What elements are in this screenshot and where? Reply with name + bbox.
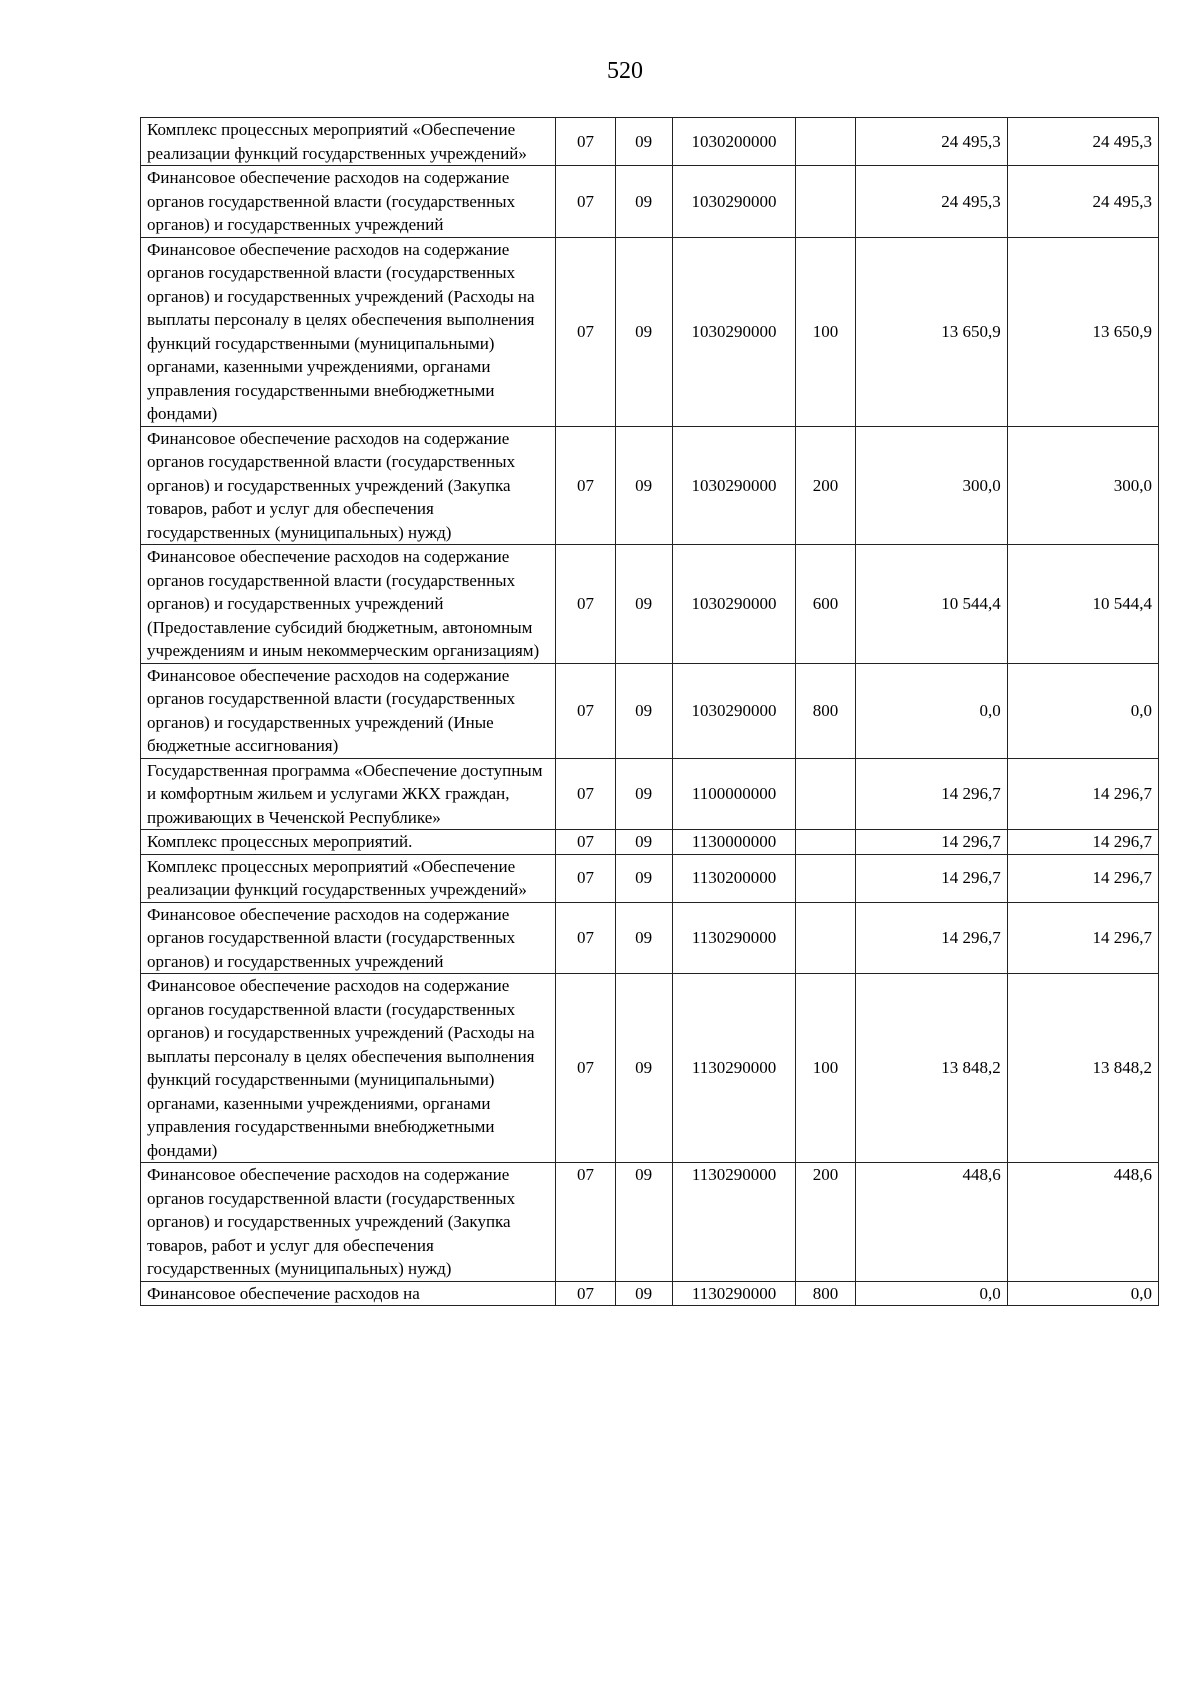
row-section-cell: 07 — [556, 974, 615, 1163]
row-amount-1-cell: 10 544,4 — [855, 545, 1007, 664]
row-target-article-cell: 1030290000 — [672, 545, 796, 664]
table-row — [141, 426, 1159, 545]
row-amount-2-cell: 24 495,3 — [1007, 166, 1158, 238]
row-name-cell: Финансовое обеспечение расходов на — [141, 1281, 556, 1306]
table-row — [141, 902, 1159, 974]
row-target-article-cell: 1030290000 — [672, 166, 796, 238]
row-name-cell: Комплекс процессных мероприятий «Обеспечение реализации функций государственных учреждений» — [141, 854, 556, 902]
row-subsection-cell: 09 — [615, 854, 672, 902]
row-amount-1-cell: 14 296,7 — [855, 830, 1007, 855]
row-section-cell: 07 — [556, 830, 615, 855]
row-target-article-cell: 1100000000 — [672, 758, 796, 830]
row-section-cell: 07 — [556, 166, 615, 238]
row-amount-2-cell: 24 495,3 — [1007, 118, 1158, 166]
row-expense-type-cell: 100 — [796, 974, 855, 1163]
row-amount-1-cell: 24 495,3 — [855, 118, 1007, 166]
row-section-cell: 07 — [556, 854, 615, 902]
row-subsection-cell: 09 — [615, 166, 672, 238]
row-subsection-cell: 09 — [615, 118, 672, 166]
row-section-cell: 07 — [556, 118, 615, 166]
budget-table-body — [141, 118, 1159, 1306]
row-target-article-cell: 1030200000 — [672, 118, 796, 166]
row-section-cell: 07 — [556, 1281, 615, 1306]
row-amount-2-cell: 10 544,4 — [1007, 545, 1158, 664]
row-amount-2-cell: 13 848,2 — [1007, 974, 1158, 1163]
page-number: 520 — [607, 58, 643, 84]
row-amount-1-cell: 24 495,3 — [855, 166, 1007, 238]
row-section-cell: 07 — [556, 902, 615, 974]
budget-table — [140, 117, 1159, 1306]
row-subsection-cell: 09 — [615, 1281, 672, 1306]
row-target-article-cell: 1030290000 — [672, 237, 796, 426]
table-row — [141, 545, 1159, 664]
row-amount-2-cell: 13 650,9 — [1007, 237, 1158, 426]
row-amount-1-cell: 13 650,9 — [855, 237, 1007, 426]
table-row — [141, 237, 1159, 426]
table-row — [141, 974, 1159, 1163]
table-row — [141, 663, 1159, 758]
row-name-cell: Финансовое обеспечение расходов на содержание органов государственной власти (государственных органов) и государственных учреждений (Закупка товаров, работ и услуг для обеспечения государственных (муниципальных) нужд) — [141, 1163, 556, 1282]
row-amount-2-cell: 14 296,7 — [1007, 854, 1158, 902]
table-row — [141, 1281, 1159, 1306]
row-expense-type-cell — [796, 902, 855, 974]
row-amount-1-cell: 0,0 — [855, 663, 1007, 758]
row-target-article-cell: 1130000000 — [672, 830, 796, 855]
row-subsection-cell: 09 — [615, 974, 672, 1163]
row-subsection-cell: 09 — [615, 663, 672, 758]
row-name-cell: Финансовое обеспечение расходов на содержание органов государственной власти (государственных органов) и государственных учреждений (Предоставление субсидий бюджетным, автономным учреждениям и иным некоммерческим организациям) — [141, 545, 556, 664]
row-subsection-cell: 09 — [615, 1163, 672, 1282]
row-expense-type-cell: 600 — [796, 545, 855, 664]
row-section-cell: 07 — [556, 426, 615, 545]
row-name-cell: Комплекс процессных мероприятий «Обеспечение реализации функций государственных учреждений» — [141, 118, 556, 166]
row-amount-1-cell: 14 296,7 — [855, 902, 1007, 974]
row-name-cell: Финансовое обеспечение расходов на содержание органов государственной власти (государственных органов) и государственных учреждений (Закупка товаров, работ и услуг для обеспечения государственных (муниципальных) нужд) — [141, 426, 556, 545]
row-amount-1-cell: 14 296,7 — [855, 854, 1007, 902]
table-row — [141, 854, 1159, 902]
row-amount-2-cell: 0,0 — [1007, 1281, 1158, 1306]
row-name-cell: Комплекс процессных мероприятий. — [141, 830, 556, 855]
row-expense-type-cell — [796, 758, 855, 830]
row-subsection-cell: 09 — [615, 426, 672, 545]
table-row — [141, 758, 1159, 830]
row-amount-1-cell: 300,0 — [855, 426, 1007, 545]
row-amount-2-cell: 14 296,7 — [1007, 902, 1158, 974]
table-row — [141, 166, 1159, 238]
row-target-article-cell: 1030290000 — [672, 426, 796, 545]
row-name-cell: Финансовое обеспечение расходов на содержание органов государственной власти (государственных органов) и государственных учреждений (Расходы на выплаты персоналу в целях обеспечения выполнения функций государственными (муниципальными) органами, казенными учреждениями, органами управления государственными внебюджетными фондами) — [141, 974, 556, 1163]
row-amount-2-cell: 448,6 — [1007, 1163, 1158, 1282]
row-target-article-cell: 1130290000 — [672, 1281, 796, 1306]
row-section-cell: 07 — [556, 237, 615, 426]
table-row — [141, 830, 1159, 855]
row-subsection-cell: 09 — [615, 830, 672, 855]
row-expense-type-cell — [796, 118, 855, 166]
row-expense-type-cell: 800 — [796, 1281, 855, 1306]
row-amount-1-cell: 448,6 — [855, 1163, 1007, 1282]
row-expense-type-cell: 200 — [796, 426, 855, 545]
row-subsection-cell: 09 — [615, 758, 672, 830]
row-amount-2-cell: 300,0 — [1007, 426, 1158, 545]
row-subsection-cell: 09 — [615, 545, 672, 664]
table-row — [141, 118, 1159, 166]
row-section-cell: 07 — [556, 1163, 615, 1282]
row-name-cell: Финансовое обеспечение расходов на содержание органов государственной власти (государственных органов) и государственных учреждений — [141, 902, 556, 974]
row-amount-1-cell: 14 296,7 — [855, 758, 1007, 830]
row-section-cell: 07 — [556, 545, 615, 664]
row-expense-type-cell: 100 — [796, 237, 855, 426]
row-target-article-cell: 1030290000 — [672, 663, 796, 758]
table-row — [141, 1163, 1159, 1282]
row-expense-type-cell — [796, 854, 855, 902]
row-amount-2-cell: 14 296,7 — [1007, 830, 1158, 855]
row-name-cell: Государственная программа «Обеспечение доступным и комфортным жильем и услугами ЖКХ граждан, проживающих в Чеченской Республике» — [141, 758, 556, 830]
row-expense-type-cell — [796, 830, 855, 855]
row-section-cell: 07 — [556, 663, 615, 758]
row-target-article-cell: 1130290000 — [672, 974, 796, 1163]
row-name-cell: Финансовое обеспечение расходов на содержание органов государственной власти (государственных органов) и государственных учреждений (Иные бюджетные ассигнования) — [141, 663, 556, 758]
row-target-article-cell: 1130290000 — [672, 1163, 796, 1282]
row-amount-2-cell: 14 296,7 — [1007, 758, 1158, 830]
row-target-article-cell: 1130200000 — [672, 854, 796, 902]
row-name-cell: Финансовое обеспечение расходов на содержание органов государственной власти (государственных органов) и государственных учреждений (Расходы на выплаты персоналу в целях обеспечения выполнения функций государственными (муниципальными) органами, казенными учреждениями, органами управления государственными внебюджетными фондами) — [141, 237, 556, 426]
row-subsection-cell: 09 — [615, 237, 672, 426]
row-amount-2-cell: 0,0 — [1007, 663, 1158, 758]
row-amount-1-cell: 0,0 — [855, 1281, 1007, 1306]
row-section-cell: 07 — [556, 758, 615, 830]
row-expense-type-cell: 800 — [796, 663, 855, 758]
row-target-article-cell: 1130290000 — [672, 902, 796, 974]
row-expense-type-cell: 200 — [796, 1163, 855, 1282]
row-name-cell: Финансовое обеспечение расходов на содержание органов государственной власти (государственных органов) и государственных учреждений — [141, 166, 556, 238]
row-subsection-cell: 09 — [615, 902, 672, 974]
row-expense-type-cell — [796, 166, 855, 238]
row-amount-1-cell: 13 848,2 — [855, 974, 1007, 1163]
